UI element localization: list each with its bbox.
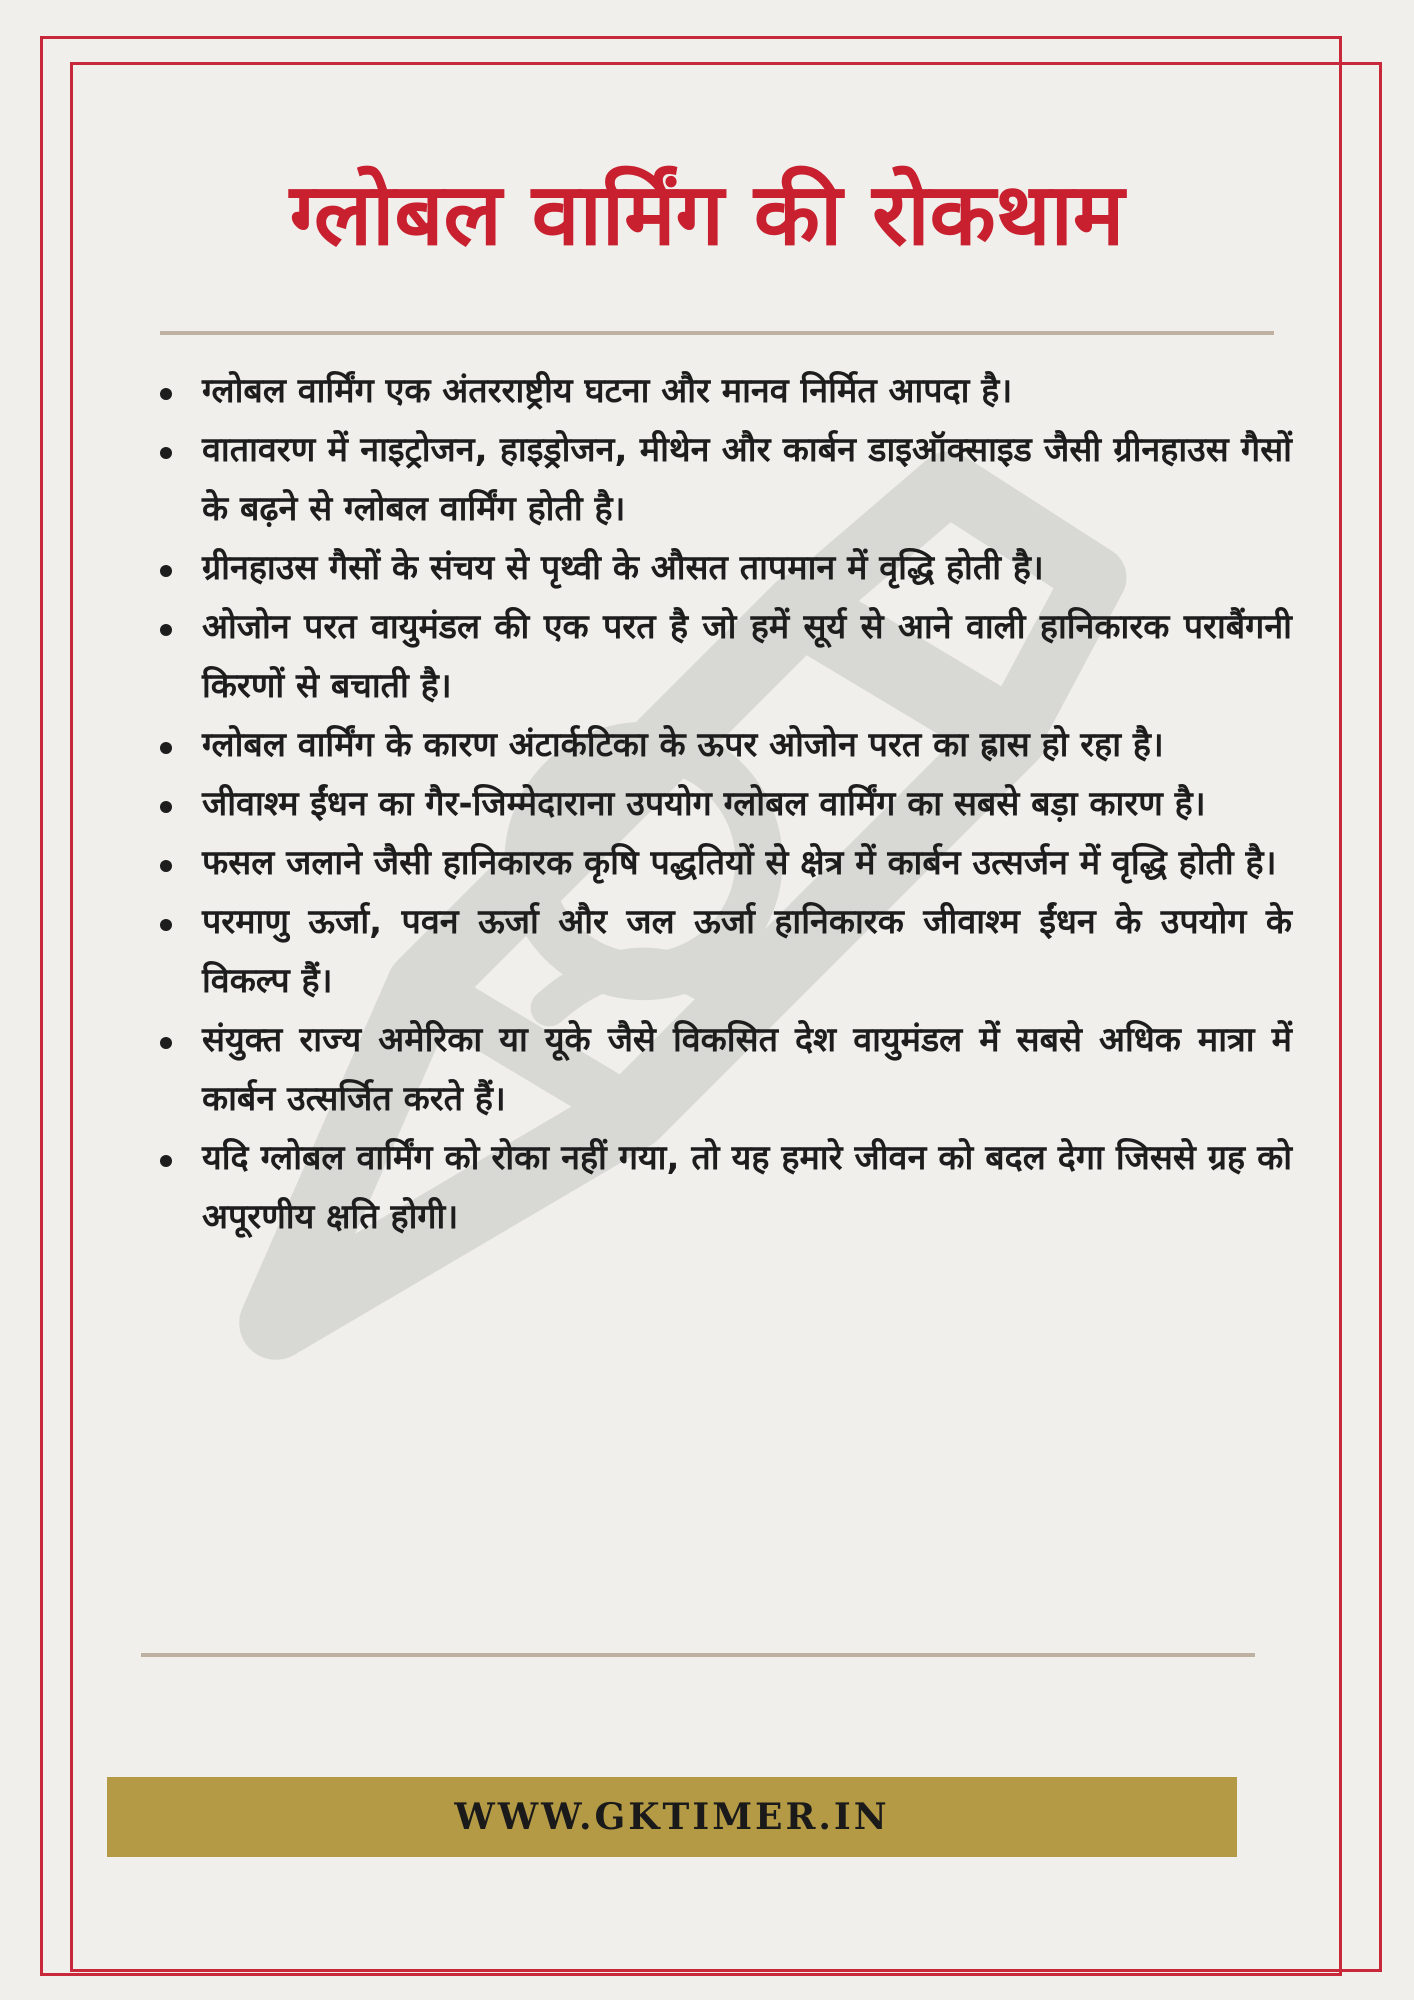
list-item <box>160 1011 1292 1129</box>
bullet-icon <box>160 388 172 400</box>
list-item <box>160 834 1292 893</box>
list-item <box>160 716 1292 775</box>
bullet-list <box>160 362 1292 1247</box>
list-item-text: ग्रीनहाउस गैसों के संचय से पृथ्वी के औसत तापमान में वृद्धि होती है। <box>202 548 1044 588</box>
list-item-text: परमाणु ऊर्जा, पवन ऊर्जा और जल ऊर्जा हानिकारक जीवाश्म ईंधन के उपयोग के विकल्प हैं। <box>202 902 1292 1001</box>
list-item <box>160 598 1292 716</box>
divider-top <box>160 331 1274 335</box>
list-item <box>160 362 1292 421</box>
list-item <box>160 421 1292 539</box>
list-item-text: ग्लोबल वार्मिंग के कारण अंटार्कटिका के ऊपर ओजोन परत का ह्रास हो रहा है। <box>202 725 1164 765</box>
divider-bottom <box>141 1653 1255 1657</box>
list-item-text: फसल जलाने जैसी हानिकारक कृषि पद्धतियों से क्षेत्र में कार्बन उत्सर्जन में वृद्धि होती है। <box>202 843 1277 883</box>
list-item-text: ओजोन परत वायुमंडल की एक परत है जो हमें सूर्य से आने वाली हानिकारक पराबैंगनी किरणों से बचाती है। <box>202 607 1292 706</box>
list-item <box>160 775 1292 834</box>
list-item-text: संयुक्त राज्य अमेरिका या यूके जैसे विकसित देश वायुमंडल में सबसे अधिक मात्रा में कार्बन उत्सर्जित करते हैं। <box>202 1020 1292 1119</box>
list-item-text: जीवाश्म ईंधन का गैर-जिम्मेदाराना उपयोग ग्लोबल वार्मिंग का सबसे बड़ा कारण है। <box>202 784 1206 824</box>
list-item-text: वातावरण में नाइट्रोजन, हाइड्रोजन, मीथेन और कार्बन डाइऑक्साइड जैसी ग्रीनहाउस गैसों के बढ़ने से ग्लोबल वार्मिंग होती है। <box>202 430 1292 529</box>
bullet-icon <box>160 624 172 636</box>
footer-banner <box>107 1777 1237 1857</box>
bullet-icon <box>160 565 172 577</box>
bullet-icon <box>160 447 172 459</box>
bullet-icon <box>160 860 172 872</box>
list-item <box>160 539 1292 598</box>
website-link[interactable]: WWW.GKTIMER.IN <box>454 1796 890 1838</box>
bullet-icon <box>160 1037 172 1049</box>
bullet-icon <box>160 919 172 931</box>
list-item <box>160 1129 1292 1247</box>
bullet-icon <box>160 801 172 813</box>
page-title: ग्लोबल वार्मिंग की रोकथाम <box>289 165 1125 265</box>
bullet-icon <box>160 742 172 754</box>
bullet-icon <box>160 1155 172 1167</box>
list-item <box>160 893 1292 1011</box>
list-item-text: यदि ग्लोबल वार्मिंग को रोका नहीं गया, तो यह हमारे जीवन को बदल देगा जिससे ग्रह को अपूरणीय क्षति होगी। <box>202 1138 1292 1237</box>
list-item-text: ग्लोबल वार्मिंग एक अंतरराष्ट्रीय घटना और मानव निर्मित आपदा है। <box>202 371 1013 411</box>
